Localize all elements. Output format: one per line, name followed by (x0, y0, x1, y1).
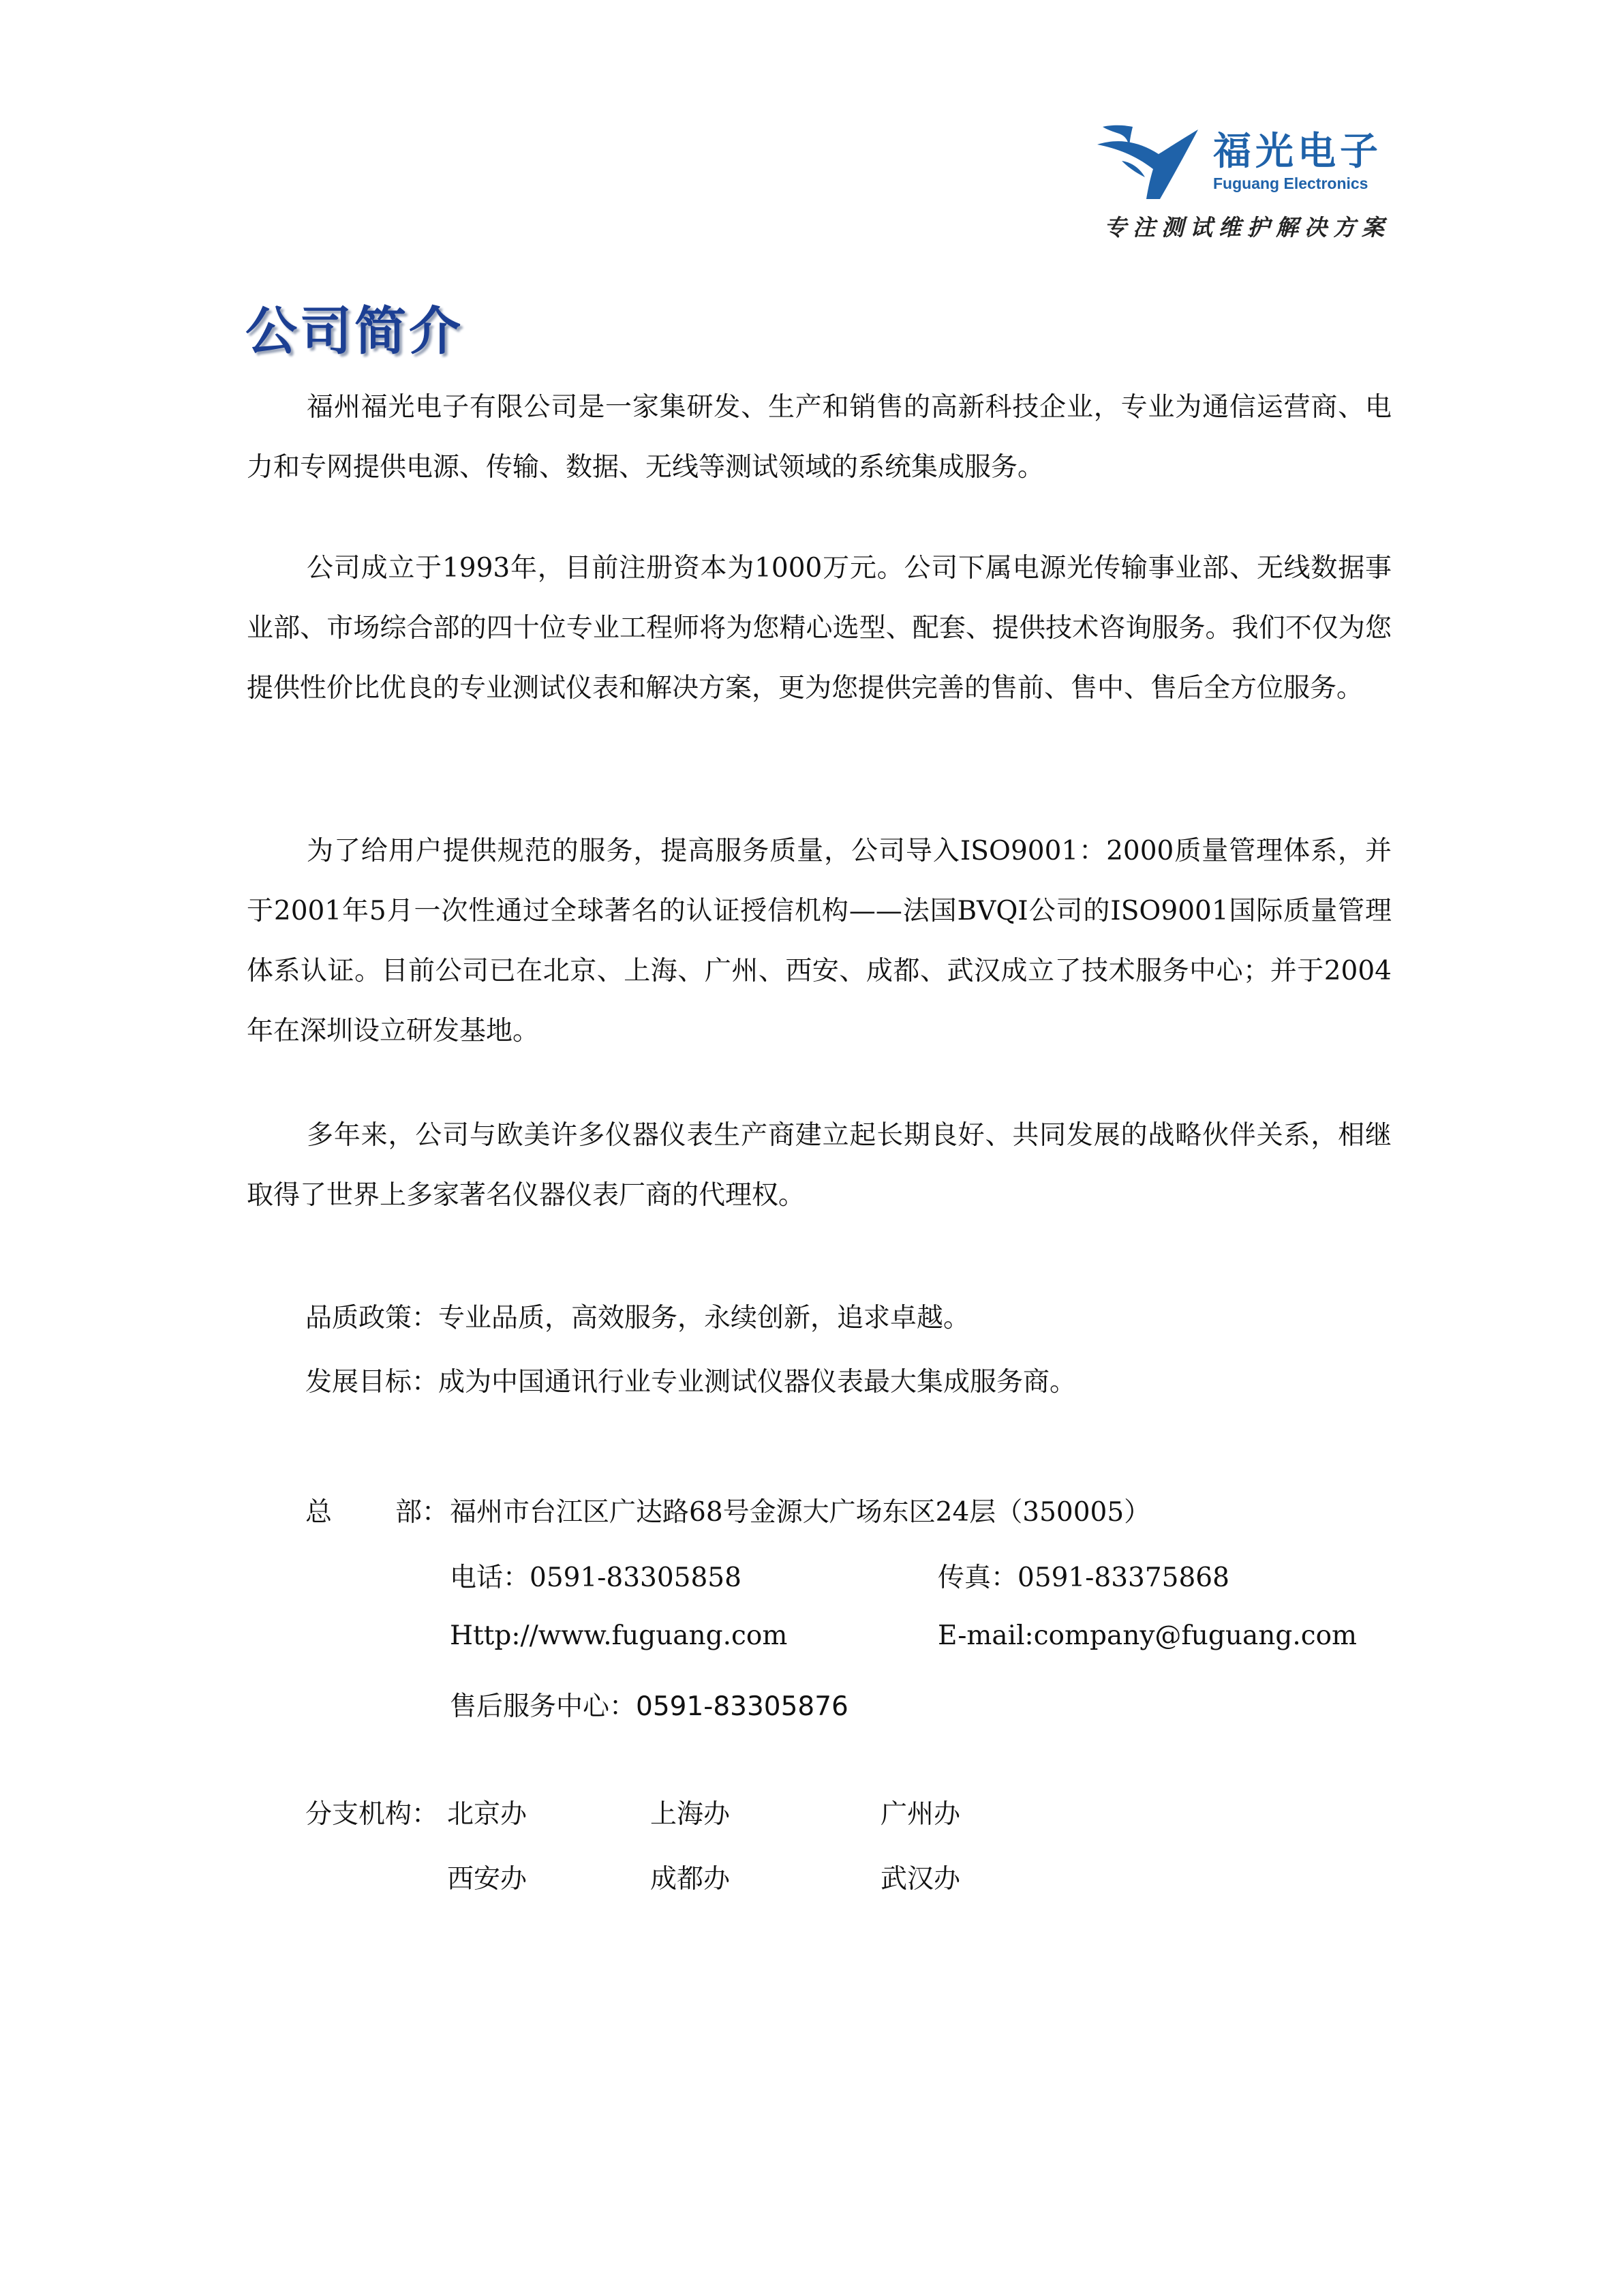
phone-number: 电话：0591-83305858 (450, 1562, 741, 1593)
fax-number: 传真：0591-83375868 (938, 1562, 1229, 1593)
logo-slogan: 专注测试维护解决方案 (1104, 214, 1390, 241)
company-logo (1084, 109, 1397, 245)
logo-brand-chinese: 福光电子 (1213, 130, 1382, 174)
quality-policy-label: 品质政策： (305, 1303, 439, 1333)
branches-label: 分支机构： (305, 1799, 439, 1830)
development-goal (305, 1361, 1076, 1399)
website-link[interactable]: Http://www.fuguang.com (450, 1620, 788, 1651)
branch-beijing: 北京办 (447, 1799, 527, 1830)
hq-label-second: 部： (395, 1497, 449, 1528)
history-paragraph: 公司成立于1993年，目前注册资本为1000万元。公司下属电源光传输事业部、无线数据事业部、市场综合部的四十位专业工程师将为您精心选型、配套、提供技术咨询服务。我们不仅为您提供性价比优良的专业测试仪表和解决方案，更为您提供完善的售前、售中、售后全方位服务。 (247, 553, 1392, 704)
branch-wuhan: 武汉办 (881, 1864, 961, 1894)
branch-xian: 西安办 (447, 1864, 527, 1894)
service-center: 售后服务中心：0591-83305876 (450, 1691, 848, 1722)
quality-policy-text: 专业品质，高效服务，永续创新，追求卓越。 (438, 1303, 970, 1333)
email-link[interactable]: E-mail:company@fuguang.com (938, 1620, 1358, 1651)
branch-chengdu: 成都办 (650, 1864, 731, 1894)
intro-paragraph: 福州福光电子有限公司是一家集研发、生产和销售的高新科技企业，专业为通信运营商、电力和专网提供电源、传输、数据、无线等测试领域的系统集成服务。 (247, 392, 1392, 483)
quality-policy (305, 1297, 970, 1335)
logo-brand-english: Fuguang Electronics (1213, 175, 1368, 192)
hq-label-first: 总 (305, 1497, 333, 1528)
partnership-paragraph: 多年来，公司与欧美许多仪器仪表生产商建立起长期良好、共同发展的战略伙伴关系，相继取得了世界上多家著名仪器仪表厂商的代理权。 (247, 1120, 1392, 1211)
branch-shanghai: 上海办 (650, 1799, 731, 1830)
hq-address: 福州市台江区广达路68号金源大广场东区24层（350005） (450, 1497, 1151, 1528)
page-title: 公司简介 (245, 301, 463, 361)
development-goal-label: 发展目标： (305, 1367, 439, 1398)
certification-paragraph: 为了给用户提供规范的服务，提高服务质量，公司导入ISO9001：2000质量管理体系，并于2001年5月一次性通过全球著名的认证授信机构——法国BVQI公司的ISO9001国际质量管理体系认证。目前公司已在北京、上海、广州、西安、成都、武汉成立了技术服务中心；并于2004年在深圳设立研发基地。 (247, 836, 1392, 1046)
branch-guangzhou: 广州办 (881, 1799, 961, 1830)
development-goal-text: 成为中国通讯行业专业测试仪器仪表最大集成服务商。 (438, 1367, 1077, 1398)
fuguang-logo-icon (1097, 123, 1199, 201)
